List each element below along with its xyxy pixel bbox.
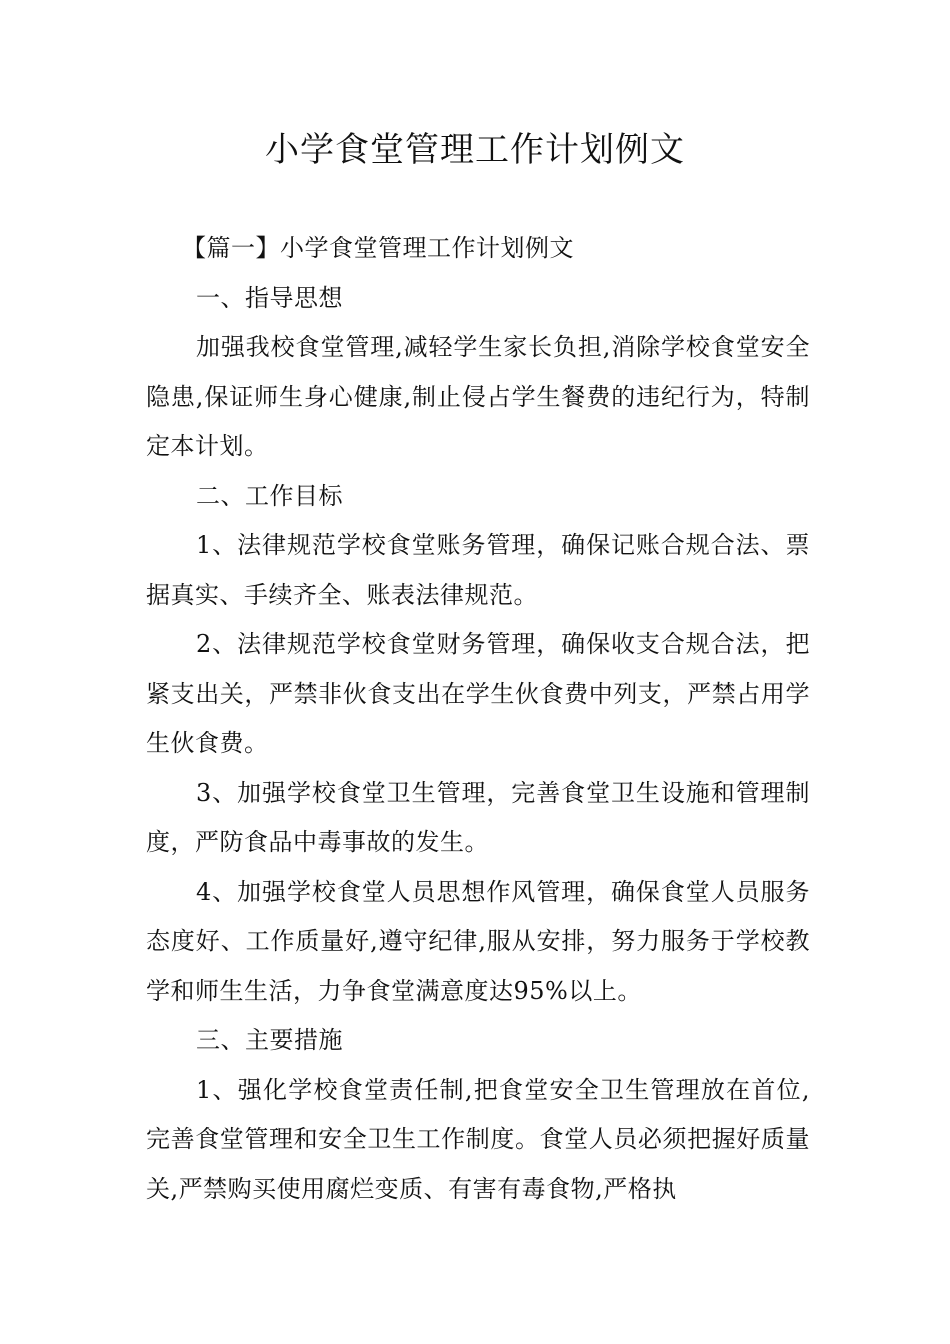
paragraph: 1、法律规范学校食堂账务管理，确保记账合规合法、票据真实、手续齐全、账表法律规范。 xyxy=(146,531,810,609)
document-body xyxy=(146,224,810,1214)
paragraph: 3、加强学校食堂卫生管理，完善食堂卫生设施和管理制度，严防食品中毒事故的发生。 xyxy=(146,778,810,856)
paragraph: 2、法律规范学校食堂财务管理，确保收支合规合法，把紧支出关，严禁非伙食支出在学生伙食费中列支，严禁占用学生伙食费。 xyxy=(146,630,810,757)
heading-guiding-ideology: 一、指导思想 xyxy=(196,283,343,312)
paragraph: 加强我校食堂管理,减轻学生家长负担,消除学校食堂安全隐患,保证师生身心健康,制止侵占学生餐费的违纪行为，特制定本计划。 xyxy=(146,333,810,460)
paragraph: 4、加强学校食堂人员思想作风管理，确保食堂人员服务态度好、工作质量好,遵守纪律,服从安排，努力服务于学校教学和师生生活，力争食堂满意度达95%以上。 xyxy=(146,877,810,1005)
document-title: 小学食堂管理工作计划例文 xyxy=(265,130,685,170)
heading-main-measures: 三、主要措施 xyxy=(196,1026,343,1054)
section-heading: 【篇一】小学食堂管理工作计划例文 xyxy=(182,234,574,262)
heading-work-goals: 二、工作目标 xyxy=(196,481,343,510)
paragraph: 1、强化学校食堂责任制,把食堂安全卫生管理放在首位,完善食堂管理和安全卫生工作制度。食堂人员必须把握好质量关,严禁购买使用腐烂变质、有害有毒食物,严格执 xyxy=(146,1075,810,1203)
